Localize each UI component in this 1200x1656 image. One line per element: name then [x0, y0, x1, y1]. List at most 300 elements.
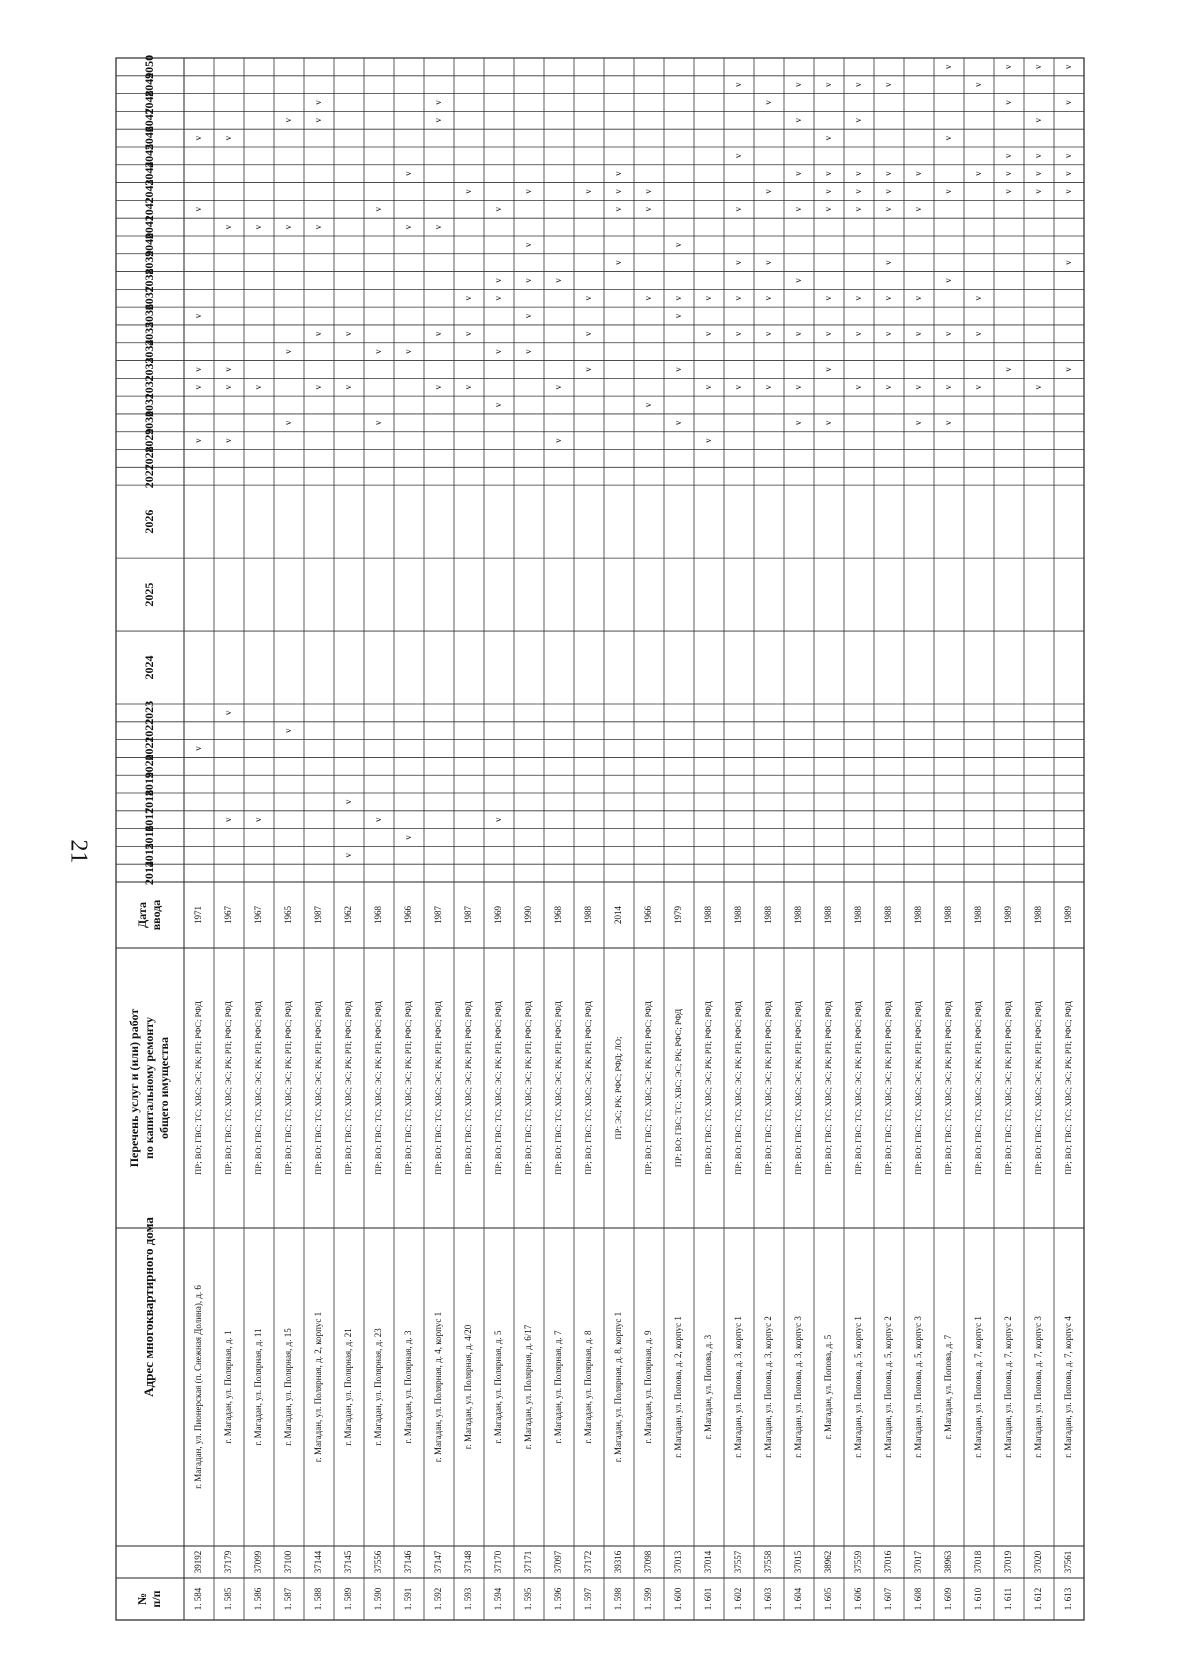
row-code: 37146 — [403, 1550, 414, 1574]
row-code: 37015 — [793, 1550, 804, 1574]
row-mark: v — [823, 296, 834, 301]
row-mark: v — [943, 135, 954, 141]
row-code: 37099 — [253, 1550, 264, 1574]
row-mark: v — [463, 331, 474, 337]
row-mark: v — [493, 207, 504, 212]
row-code: 37170 — [493, 1550, 504, 1574]
row-num: 1. 594 — [493, 1587, 504, 1611]
row-code: 37145 — [343, 1550, 354, 1574]
row-code: 37172 — [583, 1550, 594, 1574]
row-mark: v — [373, 207, 384, 212]
row-mark: v — [883, 384, 894, 390]
row-num: 1. 603 — [763, 1587, 774, 1611]
row-address: г. Магадан, ул. Попова, д. 7, корпус 3 — [1033, 1316, 1044, 1458]
row-code: 37013 — [673, 1550, 684, 1574]
row-date: 1966 — [643, 906, 654, 924]
row-address: г. Магадан, ул. Полярная, д. 11 — [253, 1328, 264, 1446]
row-mark: v — [223, 384, 234, 390]
row-mark: v — [493, 817, 504, 822]
row-mark: v — [463, 189, 474, 194]
row-num: 1. 610 — [973, 1587, 984, 1611]
header-year: 2039 — [141, 250, 156, 275]
row-num: 1. 612 — [1033, 1587, 1044, 1611]
row-mark: v — [763, 189, 774, 194]
row-mark: v — [673, 296, 684, 301]
row-mark: v — [943, 384, 954, 390]
row-mark: v — [823, 367, 834, 372]
row-date: 1968 — [373, 906, 384, 924]
row-mark: v — [1003, 367, 1014, 372]
row-mark: v — [493, 349, 504, 354]
row-mark: v — [553, 278, 564, 283]
row-address: г. Магадан, ул. Полярная, д. 15 — [283, 1328, 294, 1446]
row-mark: v — [913, 171, 924, 176]
row-mark: v — [193, 313, 204, 319]
row-num: 1. 595 — [523, 1587, 534, 1611]
row-mark: v — [313, 331, 324, 337]
row-mark: v — [1033, 171, 1044, 176]
row-address: г. Магадан, ул. Полярная, д. 4, корпус 1 — [433, 1311, 444, 1463]
row-code: 37098 — [643, 1550, 654, 1574]
row-mark: v — [193, 438, 204, 443]
row-num: 1. 599 — [643, 1587, 654, 1611]
row-date: 1988 — [583, 906, 594, 924]
row-mark: v — [523, 278, 534, 283]
row-date: 1962 — [343, 906, 354, 924]
header-works: по капитальному ремонту — [141, 1016, 156, 1160]
row-mark: v — [493, 296, 504, 301]
row-mark: v — [763, 100, 774, 105]
header-year: 2015 — [141, 843, 156, 868]
row-mark: v — [613, 189, 624, 194]
row-address: г. Магадан, ул. Попова, д. 5 — [823, 1334, 834, 1440]
header-year: 2031 — [141, 393, 156, 418]
row-mark: v — [643, 296, 654, 301]
row-mark: v — [973, 171, 984, 176]
row-mark: v — [433, 100, 444, 105]
row-mark: v — [733, 384, 744, 390]
row-mark: v — [883, 331, 894, 337]
row-mark: v — [583, 296, 594, 301]
row-mark: v — [313, 224, 324, 230]
row-num: 1. 602 — [733, 1587, 744, 1611]
row-code: 37179 — [223, 1550, 234, 1574]
row-mark: v — [793, 384, 804, 390]
row-mark: v — [1063, 100, 1074, 105]
header-year: 2020 — [141, 754, 156, 779]
row-mark: v — [943, 278, 954, 283]
row-mark: v — [193, 746, 204, 751]
row-mark: v — [853, 207, 864, 212]
row-mark: v — [253, 817, 264, 822]
row-mark: v — [913, 331, 924, 337]
row-works: ПР; ВО; ГВС; ТС; ХВС; ЭС; РК; РП; РФС; РФД — [432, 1001, 443, 1175]
row-code: 37016 — [883, 1550, 894, 1574]
row-mark: v — [463, 296, 474, 301]
row-date: 1988 — [883, 906, 894, 924]
row-address: г. Магадан, ул. Полярная, д. 1 — [223, 1330, 234, 1444]
row-works: ПР; ВО; ГВС; ТС; ХВС; ЭС; РК; РП; РФС; РФД — [252, 1001, 263, 1175]
row-mark: v — [973, 384, 984, 390]
row-code: 37014 — [703, 1550, 714, 1574]
row-mark: v — [583, 331, 594, 337]
row-address: г. Магадан, ул. Полярная, д. 3 — [403, 1330, 414, 1444]
row-mark: v — [643, 189, 654, 194]
header-year: 2014 — [141, 861, 156, 886]
row-mark: v — [1003, 100, 1014, 105]
header-address: Адрес многоквартирного дома — [140, 1217, 156, 1397]
row-address: г. Магадан, ул. Попова, д. 3, корпус 2 — [763, 1316, 774, 1458]
row-works: ПР; ВО; ГВС; ТС; ХВС; ЭС; РК; РП; РФС; РФД — [582, 1001, 593, 1175]
row-mark: v — [553, 438, 564, 443]
header-year: 2018 — [141, 789, 156, 814]
row-mark: v — [793, 207, 804, 212]
row-address: г. Магадан, ул. Полярная, д. 4/20 — [463, 1324, 474, 1450]
row-mark: v — [973, 296, 984, 301]
row-code: 37018 — [973, 1550, 984, 1574]
row-works: ПР; ВО; ГВС; ТС; ХВС; ЭС; РК; РП; РФС; РФД — [192, 1001, 203, 1175]
header-year: 2042 — [141, 197, 156, 222]
row-address: г. Магадан, ул. Попова, д. 3, корпус 1 — [733, 1316, 744, 1458]
header-works: общего имущества — [156, 1037, 171, 1139]
row-mark: v — [373, 420, 384, 426]
row-mark: v — [793, 278, 804, 283]
row-mark: v — [793, 82, 804, 87]
row-mark: v — [463, 384, 474, 390]
row-mark: v — [793, 331, 804, 337]
row-mark: v — [823, 82, 834, 87]
header-year: 2041 — [141, 215, 156, 240]
row-mark: v — [313, 118, 324, 123]
row-mark: v — [493, 402, 504, 408]
row-mark: v — [733, 260, 744, 265]
row-works: ПР; ВО; ГВС; ТС; ХВС; ЭС; РК; РП; РФС; РФД — [912, 1001, 923, 1175]
row-code: 39316 — [613, 1550, 624, 1574]
row-mark: v — [733, 331, 744, 337]
row-mark: v — [673, 242, 684, 248]
row-date: 1987 — [313, 906, 324, 924]
row-num: 1. 606 — [853, 1587, 864, 1611]
row-works: ПР; ВО; ГВС; ТС; ХВС; ЭС; РК; РП; РФС; РФД — [1062, 1001, 1073, 1175]
row-address: г. Магадан, ул. Попова, д. 3, корпус 3 — [793, 1316, 804, 1458]
row-code: 37019 — [1003, 1550, 1014, 1574]
row-mark: v — [223, 438, 234, 443]
row-num: 1. 601 — [703, 1587, 714, 1611]
row-date: 1967 — [253, 906, 264, 924]
row-works: ПР; ВО; ГВС; ТС; ХВС; ЭС; РК; РП; РФС; РФД — [282, 1001, 293, 1175]
row-mark: v — [613, 207, 624, 212]
row-mark: v — [643, 402, 654, 408]
row-mark: v — [733, 82, 744, 87]
row-mark: v — [1063, 64, 1074, 70]
header-year: 2044 — [141, 161, 156, 186]
row-mark: v — [583, 189, 594, 194]
row-num: 1. 585 — [223, 1587, 234, 1611]
row-mark: v — [1033, 189, 1044, 194]
row-address: г. Магадан, ул. Попова, д. 5, корпус 2 — [883, 1316, 894, 1458]
row-address: г. Магадан, ул. Попова, д. 7, корпус 4 — [1063, 1316, 1074, 1458]
row-mark: v — [913, 420, 924, 426]
page-number: 21 — [65, 839, 92, 864]
row-mark: v — [823, 189, 834, 194]
row-mark: v — [943, 64, 954, 70]
row-works: ПР; ВО; ГВС; ТС; ХВС; ЭС; РК; РП; РФС; РФД — [402, 1001, 413, 1175]
row-mark: v — [943, 331, 954, 337]
row-address: г. Магадан, ул. Попова, д. 7, корпус 2 — [1003, 1316, 1014, 1458]
row-mark: v — [853, 296, 864, 301]
row-mark: v — [763, 384, 774, 390]
row-mark: v — [943, 189, 954, 194]
row-mark: v — [853, 171, 864, 176]
row-num: 1. 608 — [913, 1587, 924, 1611]
row-mark: v — [343, 853, 354, 858]
row-mark: v — [193, 207, 204, 212]
row-num: 1. 596 — [553, 1587, 564, 1611]
header-date: ввода — [148, 899, 163, 931]
row-code: 37147 — [433, 1550, 444, 1574]
row-mark: v — [223, 817, 234, 822]
row-mark: v — [703, 296, 714, 301]
row-mark: v — [223, 135, 234, 141]
row-date: 1987 — [433, 906, 444, 924]
row-works: ПР; ВО; ГВС; ТС; ХВС; ЭС; РК; РП; РФС; РФД — [342, 1001, 353, 1175]
row-mark: v — [823, 420, 834, 426]
row-mark: v — [403, 349, 414, 354]
row-mark: v — [823, 331, 834, 337]
row-mark: v — [523, 189, 534, 194]
row-mark: v — [193, 367, 204, 372]
row-mark: v — [253, 224, 264, 230]
table-cells — [127, 55, 1073, 1610]
row-mark: v — [703, 384, 714, 390]
header-year: 2021 — [141, 736, 156, 761]
header-year: 2016 — [141, 825, 156, 850]
row-mark: v — [433, 224, 444, 230]
row-mark: v — [673, 367, 684, 372]
row-mark: v — [1003, 153, 1014, 159]
row-mark: v — [673, 313, 684, 319]
row-date: 1988 — [703, 906, 714, 924]
header-year: 2027 — [141, 464, 156, 489]
row-mark: v — [913, 296, 924, 301]
row-mark: v — [523, 313, 534, 319]
row-address: г. Магадан, ул. Попова, д. 2, корпус 1 — [673, 1316, 684, 1458]
row-code: 38962 — [823, 1550, 834, 1574]
row-address: г. Магадан, ул. Попова, д. 5, корпус 3 — [913, 1316, 924, 1458]
row-mark: v — [373, 817, 384, 822]
row-date: 1968 — [553, 906, 564, 924]
row-num: 1. 607 — [883, 1587, 894, 1611]
row-code: 37100 — [283, 1550, 294, 1574]
header-year: 2022 — [141, 718, 156, 743]
row-mark: v — [283, 118, 294, 123]
row-address: г. Магадан, ул. Полярная, д. 7 — [553, 1330, 564, 1444]
row-mark: v — [793, 118, 804, 123]
header-year: 2049 — [141, 72, 156, 97]
row-num: 1. 586 — [253, 1587, 264, 1611]
header-year: 2026 — [141, 509, 156, 534]
row-works: ПР; ВО; ГВС; ТС; ХВС; ЭС; РК; РП; РФС; РФД — [822, 1001, 833, 1175]
row-mark: v — [913, 384, 924, 390]
row-mark: v — [883, 189, 894, 194]
row-num: 1. 613 — [1063, 1587, 1074, 1611]
row-code: 37561 — [1063, 1550, 1074, 1574]
header-year: 2037 — [141, 286, 156, 311]
row-num: 1. 611 — [1003, 1587, 1014, 1611]
row-mark: v — [883, 296, 894, 301]
row-code: 37020 — [1033, 1550, 1044, 1574]
row-mark: v — [223, 367, 234, 372]
row-num: 1. 588 — [313, 1587, 324, 1611]
row-mark: v — [1063, 189, 1074, 194]
row-date: 1988 — [973, 906, 984, 924]
header-num: п/п — [148, 1590, 163, 1608]
row-mark: v — [853, 82, 864, 87]
row-mark: v — [433, 384, 444, 390]
header-year: 2019 — [141, 772, 156, 797]
row-date: 2014 — [613, 906, 624, 924]
row-mark: v — [823, 171, 834, 176]
row-mark: v — [193, 384, 204, 390]
row-date: 1988 — [1033, 906, 1044, 924]
row-num: 1. 600 — [673, 1587, 684, 1611]
row-mark: v — [343, 384, 354, 390]
row-mark: v — [583, 367, 594, 372]
row-mark: v — [943, 420, 954, 426]
row-mark: v — [703, 331, 714, 337]
header-year: 2025 — [141, 582, 156, 607]
row-works: ПР; ВО; ГВС; ТС; ХВС; ЭС; РК; РП; РФС; РФД — [792, 1001, 803, 1175]
row-mark: v — [853, 118, 864, 123]
row-code: 37097 — [553, 1550, 564, 1574]
row-works: ПР; ВО; ГВС; ТС; ХВС; ЭС; РК; РП; РФС; РФД — [702, 1001, 713, 1175]
row-mark: v — [1033, 384, 1044, 390]
row-works: ПР; ВО; ГВС; ТС; ХВС; ЭС; РК; РФС; РФД — [672, 1008, 683, 1168]
row-date: 1988 — [793, 906, 804, 924]
row-mark: v — [913, 207, 924, 212]
row-mark: v — [403, 835, 414, 840]
row-date: 1988 — [823, 906, 834, 924]
row-code: 37559 — [853, 1550, 864, 1574]
row-mark: v — [193, 135, 204, 141]
row-works: ПР; ВО; ГВС; ТС; ХВС; ЭС; РК; РП; РФС; РФД — [492, 1001, 503, 1175]
row-works: ПР; ВО; ГВС; ТС; ХВС; ЭС; РК; РП; РФС; РФД — [762, 1001, 773, 1175]
row-mark: v — [553, 384, 564, 390]
row-mark: v — [433, 331, 444, 337]
row-mark: v — [823, 207, 834, 212]
row-date: 1988 — [853, 906, 864, 924]
row-mark: v — [403, 224, 414, 230]
row-code: 37017 — [913, 1550, 924, 1574]
row-mark: v — [1063, 367, 1074, 372]
row-works: ПР; ВО; ГВС; ТС; ХВС; ЭС; РК; РП; РФС; РФД — [642, 1001, 653, 1175]
row-date: 1989 — [1003, 906, 1014, 924]
row-works: ПР; ВО; ГВС; ТС; ХВС; ЭС; РК; РП; РФС; РФД — [462, 1001, 473, 1175]
row-mark: v — [883, 260, 894, 265]
row-address: г. Магадан, ул. Попова, д. 3 — [703, 1334, 714, 1440]
row-date: 1979 — [673, 906, 684, 924]
row-num: 1. 609 — [943, 1587, 954, 1611]
header-year: 2046 — [141, 126, 156, 151]
row-mark: v — [343, 331, 354, 337]
row-code: 37556 — [373, 1550, 384, 1574]
header-year: 2023 — [141, 700, 156, 725]
row-mark: v — [1033, 118, 1044, 123]
row-code: 39192 — [193, 1550, 204, 1574]
row-num: 1. 584 — [193, 1587, 204, 1611]
header-num: № — [134, 1592, 149, 1606]
header-year: 2029 — [141, 428, 156, 453]
row-code: 37144 — [313, 1550, 324, 1574]
header-year: 2017 — [141, 807, 156, 832]
row-num: 1. 590 — [373, 1587, 384, 1611]
row-mark: v — [853, 384, 864, 390]
row-date: 1989 — [1063, 906, 1074, 924]
row-mark: v — [973, 331, 984, 337]
row-address: г. Магадан, ул. Полярная, д. 21 — [343, 1328, 354, 1446]
row-mark: v — [793, 171, 804, 176]
row-mark: v — [1033, 64, 1044, 70]
row-address: г. Магадан, ул. Полярная, д. 6/17 — [523, 1324, 534, 1450]
row-address: г. Магадан, ул. Попова, д. 7, корпус 1 — [973, 1316, 984, 1458]
header-year: 2028 — [141, 446, 156, 471]
row-date: 1969 — [493, 906, 504, 924]
row-works: ПР; ВО; ГВС; ТС; ХВС; ЭС; РК; РП; РФС; РФД — [882, 1001, 893, 1175]
row-date: 1987 — [463, 906, 474, 924]
row-works: ПР; ВО; ГВС; ТС; ХВС; ЭС; РК; РП; РФС; РФД — [522, 1001, 533, 1175]
row-works: ПР; ВО; ГВС; ТС; ХВС; ЭС; РК; РП; РФС; РФД — [942, 1001, 953, 1175]
row-mark: v — [763, 260, 774, 265]
row-address: г. Магадан, ул. Попова, д. 7 — [943, 1334, 954, 1440]
row-mark: v — [493, 278, 504, 283]
row-mark: v — [733, 296, 744, 301]
row-works: ПР; ВО; ГВС; ТС; ХВС; ЭС; РК; РП; РФС; РФД — [1032, 1001, 1043, 1175]
row-mark: v — [763, 296, 774, 301]
row-mark: v — [703, 438, 714, 443]
row-date: 1988 — [733, 906, 744, 924]
row-num: 1. 605 — [823, 1587, 834, 1611]
header-year: 2035 — [141, 321, 156, 346]
row-mark: v — [1063, 153, 1074, 159]
row-mark: v — [973, 82, 984, 87]
row-address: г. Магадан, ул. Полярная, д. 23 — [373, 1328, 384, 1446]
header-year: 2047 — [141, 108, 156, 133]
header-year: 2043 — [141, 179, 156, 204]
row-mark: v — [853, 189, 864, 194]
row-mark: v — [883, 207, 894, 212]
row-date: 1988 — [943, 906, 954, 924]
row-code: 37148 — [463, 1550, 474, 1574]
row-mark: v — [853, 331, 864, 337]
row-num: 1. 598 — [613, 1587, 624, 1611]
row-num: 1. 597 — [583, 1587, 594, 1611]
row-num: 1. 604 — [793, 1587, 804, 1611]
row-works: ПР; ЭС; РК; РФС; РФД; ЛО; — [612, 1036, 623, 1140]
row-date: 1990 — [523, 906, 534, 924]
header-year: 2038 — [141, 268, 156, 293]
row-mark: v — [1033, 153, 1044, 159]
header-year: 2050 — [141, 54, 156, 79]
row-mark: v — [223, 224, 234, 230]
row-works: ПР; ВО; ГВС; ТС; ХВС; ЭС; РК; РП; РФС; РФД — [732, 1001, 743, 1175]
row-mark: v — [433, 118, 444, 123]
row-mark: v — [733, 207, 744, 212]
row-mark: v — [793, 420, 804, 426]
row-mark: v — [823, 135, 834, 141]
row-num: 1. 593 — [463, 1587, 474, 1611]
row-mark: v — [643, 207, 654, 212]
row-works: ПР; ВО; ГВС; ТС; ХВС; ЭС; РК; РП; РФС; РФД — [312, 1001, 323, 1175]
